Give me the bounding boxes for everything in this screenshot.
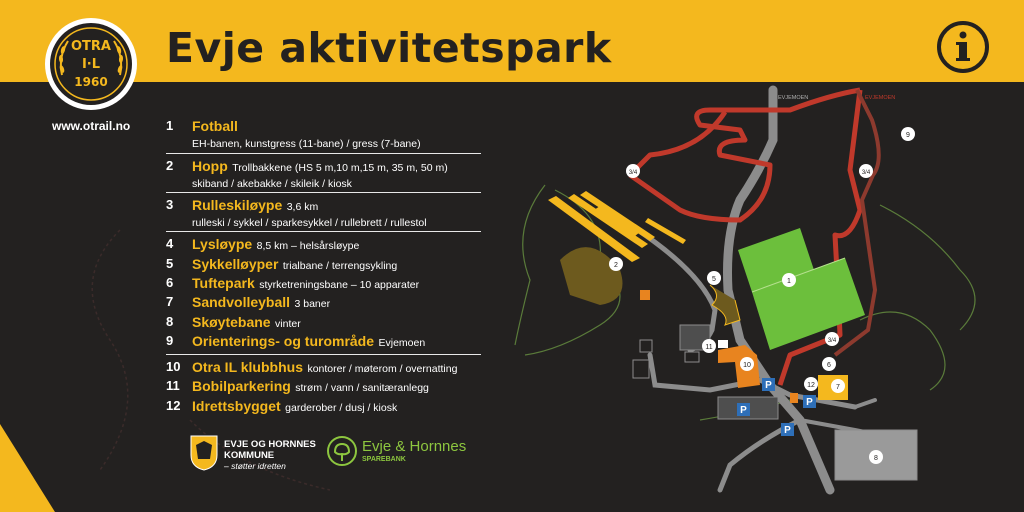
activity-number: 3 [166,197,174,212]
activity-number: 1 [166,118,174,133]
map-marker [831,379,845,393]
logo-top-text: OTRA [71,39,111,54]
activity-desc: trialbane / terrengsykling [282,260,398,272]
activity-body [192,256,488,274]
activity-sub: rulleski / sykkel / sparkesykkel / rullebrett / rullestol [192,217,427,229]
map-marker [825,332,839,346]
activity-body [192,294,488,312]
activity-name: Sykkelløyper [192,256,279,272]
activity-line [192,378,488,396]
activity-body [192,314,488,332]
svg-text:10: 10 [743,362,751,369]
activity-line [192,197,488,215]
sparebank-tree-icon [326,435,358,467]
svg-text:1: 1 [787,278,791,285]
activity-line [192,294,488,312]
separator [166,153,481,154]
activity-sub: skiband / akebakke / skileik / kiosk [192,178,352,190]
map-marker [609,257,623,271]
activity-number: 11 [166,378,180,393]
bus-icon [718,340,728,348]
activity-name: Tuftepark [192,275,255,291]
activity-name: Otra IL klubbhus [192,359,303,375]
map-marker [822,357,836,371]
activity-desc: garderober / dusj / kiosk [285,402,398,414]
ski-hill [560,247,623,305]
sponsors [190,433,490,483]
svg-text:11: 11 [705,344,713,351]
activity-line [192,256,488,274]
road-label: EVJEMOEN [865,95,896,101]
svg-text:3/4: 3/4 [628,170,638,176]
activity-sub: EH-banen, kunstgress (11-bane) / gress (7-bane) [192,138,421,150]
parking-label: P [765,380,772,391]
activity-number: 2 [166,158,174,173]
sparebank-name: Evje & Hornnes [362,438,467,455]
activity-line [192,158,488,176]
parking-label: P [784,425,791,436]
activity-line [192,118,488,136]
activity-body [192,118,488,150]
parking-label: P [740,405,747,416]
kommune-shield-icon [190,435,218,471]
svg-text:5: 5 [712,276,716,283]
activity-desc: vinter [275,318,301,330]
svg-text:3/4: 3/4 [861,170,871,176]
activity-body [192,333,488,351]
activity-number: 10 [166,359,181,374]
map-marker [626,164,640,178]
activity-number: 7 [166,294,174,309]
page-title: Evje aktivitetspark [166,24,612,72]
svg-text:12: 12 [807,382,815,389]
svg-text:8: 8 [874,455,878,462]
separator [166,192,481,193]
map-marker [804,377,818,391]
activity-desc: Trollbakkene (HS 5 m,10 m,15 m, 35 m, 50 m) [232,162,448,174]
activity-body [192,158,488,190]
activity-name: Orienterings- og turområde [192,333,375,349]
activity-name: Fotball [192,118,238,134]
parking-label: P [806,397,813,408]
activity-number: 5 [166,256,174,271]
activity-desc: styrketreningsbane – 10 apparater [259,279,420,291]
map-marker [869,450,883,464]
map-marker [740,357,754,371]
activity-desc: kontorer / møterom / overnatting [307,363,458,375]
kommune-name: EVJE OG HORNNES KOMMUNE [224,439,316,461]
activity-desc: Evjemoen [378,337,426,349]
activity-desc: 8,5 km – helsårsløype [256,240,360,252]
map-marker [707,271,721,285]
activity-line [192,359,488,377]
map-marker [901,127,915,141]
website-link[interactable]: www.otrail.no [52,119,131,133]
separator [166,231,481,232]
activity-number: 9 [166,333,174,348]
logo-mid-text: I·L [81,57,101,72]
activity-body [192,197,488,229]
activity-line [192,236,488,254]
activity-desc: 3,6 km [286,201,319,213]
activity-name: Bobilparkering [192,378,291,394]
building [640,290,650,300]
activity-name: Skøytebane [192,314,271,330]
activity-line [192,314,488,332]
activity-name: Hopp [192,158,228,174]
activity-body [192,378,488,396]
football-field [738,228,865,350]
svg-text:2: 2 [614,262,618,269]
road-label: EVJEMOEN [778,95,809,101]
map-marker [702,339,716,353]
separator [166,354,481,355]
activity-body [192,275,488,293]
building [790,393,798,403]
svg-text:7: 7 [836,384,840,391]
activity-number: 6 [166,275,174,290]
activity-body [192,398,488,416]
activity-name: Idrettsbygget [192,398,281,414]
logo-year: 1960 [74,75,108,89]
activity-line [192,333,488,351]
activity-body [192,359,488,377]
activity-desc: 3 baner [294,298,331,310]
clubhouse [718,345,760,388]
activity-name: Sandvolleyball [192,294,291,310]
svg-text:9: 9 [906,132,910,139]
sparebank-sub: SPAREBANK [362,456,406,463]
activity-number: 4 [166,236,174,251]
svg-text:3/4: 3/4 [827,338,837,344]
activity-body [192,236,488,254]
activity-line [192,275,488,293]
svg-text:6: 6 [827,362,831,369]
activity-name: Lysløype [192,236,253,252]
map-marker [859,164,873,178]
map-marker [782,273,796,287]
activity-line [192,398,488,416]
kommune-tagline: – støtter idretten [224,461,286,471]
activity-number: 12 [166,398,181,413]
activity-name: Rulleskiløype [192,197,283,213]
activity-number: 8 [166,314,174,329]
activity-desc: strøm / vann / sanitæranlegg [295,382,429,394]
